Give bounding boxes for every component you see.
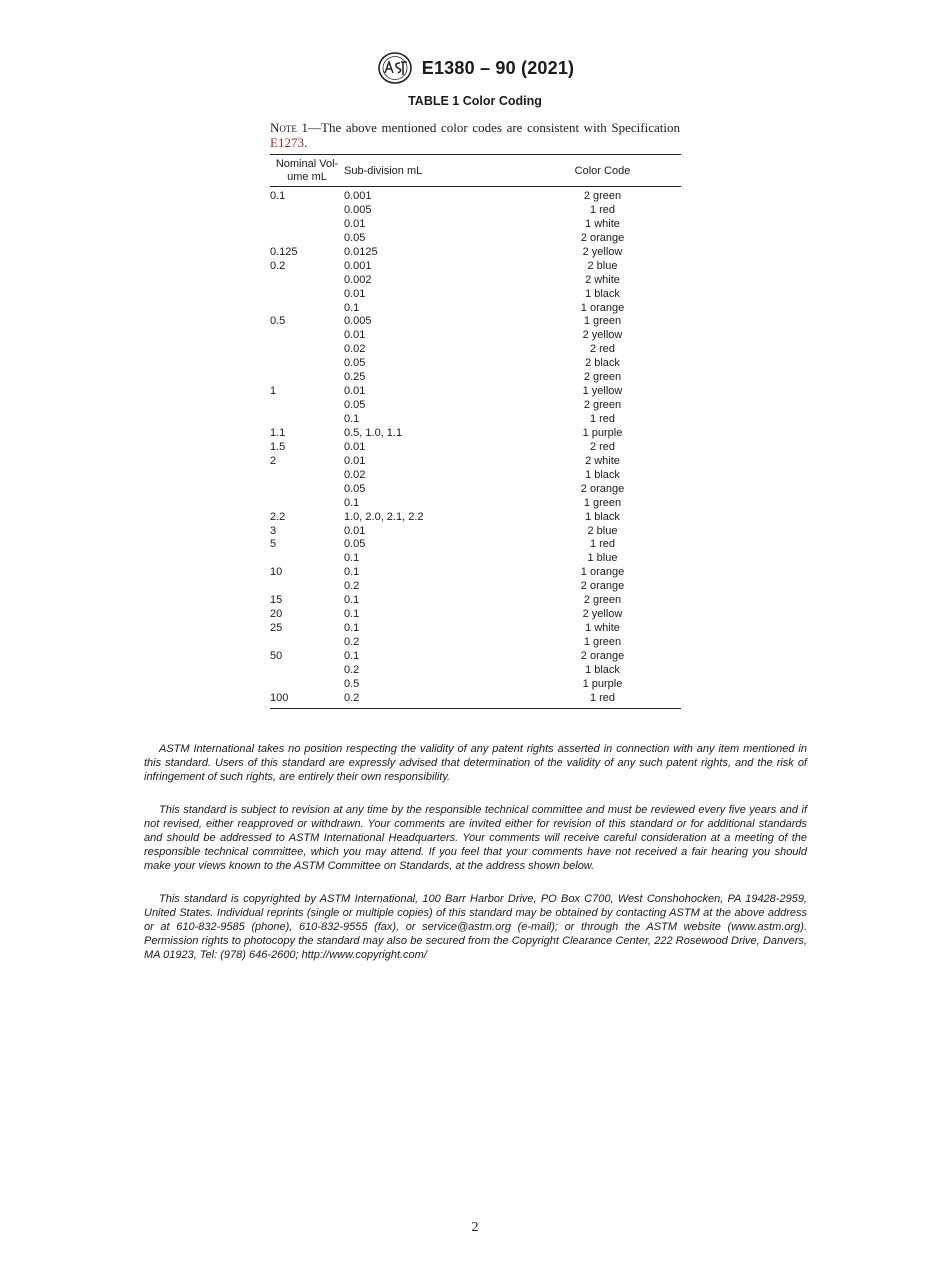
cell-subdivision: 0.0125: [344, 245, 378, 258]
revision-notice: This standard is subject to revision at any time by the responsible technical committee and must be reviewed every five years and if not revised, either reapproved or withdrawn. Your comments are invited either for revision of this standard or for additional standards and should be addressed to ASTM International Headquarters. Your comments will receive careful consideration at a meeting of the responsible technical committee, which you may attend. If you feel that your comments have not received a fair hearing you should make your views known to the ASTM Committee on Standards, at the address shown below.: [144, 804, 807, 872]
astm-logo-icon: [376, 51, 414, 85]
table-row: [270, 246, 681, 260]
table-row: [270, 232, 681, 246]
cell-subdivision: 0.2: [344, 636, 360, 648]
cell-subdivision: 0.01: [344, 440, 366, 453]
spec-link[interactable]: E1273: [270, 135, 304, 150]
note-text: —The above mentioned color codes are consistent with Specification: [308, 120, 680, 135]
table-row: [270, 525, 681, 539]
cell-nominal-volume: 0.1: [270, 190, 286, 202]
table-header-row: [270, 155, 681, 186]
cell-nominal-volume: [270, 664, 344, 678]
table-row: [270, 190, 681, 204]
cell-nominal-volume: [270, 413, 344, 427]
cell-subdivision: 0.01: [344, 385, 366, 398]
cell-color-code: 2 orange: [580, 231, 625, 244]
cell-subdivision: 0.05: [344, 357, 366, 370]
cell-nominal-volume: [270, 343, 344, 357]
page-header: [0, 50, 950, 86]
cell-color-code: 1 red: [589, 538, 616, 551]
header-color-code: Color Code: [574, 164, 631, 177]
table-body: [270, 187, 681, 708]
cell-color-code: 1 green: [583, 496, 622, 509]
cell-color-code: 1 red: [589, 413, 616, 425]
table-row: [270, 371, 681, 385]
cell-subdivision: 0.001: [344, 259, 372, 272]
cell-color-code: 2 green: [583, 399, 622, 412]
note-prefix: Note 1: [270, 120, 309, 135]
cell-nominal-volume: [270, 483, 344, 497]
cell-nominal-volume: 25: [270, 622, 283, 635]
table-row: [270, 566, 681, 580]
cell-nominal-volume: 2: [270, 454, 277, 467]
cell-subdivision: 0.5: [344, 677, 360, 690]
cell-color-code: 2 orange: [580, 649, 625, 662]
cell-color-code: 2 yellow: [582, 329, 623, 342]
cell-color-code: 2 blue: [587, 524, 618, 537]
cell-subdivision: 0.1: [344, 649, 360, 662]
table-row: [270, 329, 681, 343]
table-bottom-rule: [270, 708, 681, 709]
cell-nominal-volume: [270, 497, 344, 511]
cell-color-code: 2 green: [583, 190, 622, 202]
cell-nominal-volume: [270, 204, 344, 218]
table-title: TABLE 1 Color Coding: [408, 94, 542, 108]
table-row: [270, 343, 681, 357]
cell-nominal-volume: 20: [270, 608, 283, 621]
cell-color-code: 1 white: [585, 622, 620, 635]
copyright-notice: This standard is copyrighted by ASTM International, 100 Barr Harbor Drive, PO Box C700, West Conshohocken, PA 19428-2959, United States. Individual reprints (single or multiple copies) of this standard may be obtained by contacting ASTM at the above address or at 610-832-9585 (phone), 610-832-9555 (fax), or service@astm.org (e-mail); or through the ASTM website (www.astm.org). Permission rights to photocopy the standard may also be secured from the Copyright Clearance Center, 222 Rosewood Drive, Danvers, MA 01923, Tel: (978) 646-2600; http://www.copyright.com/: [144, 893, 807, 961]
table-row: [270, 692, 681, 706]
cell-subdivision: 0.01: [344, 217, 366, 230]
table-row: [270, 580, 681, 594]
cell-subdivision: 0.05: [344, 482, 366, 495]
table-row: [270, 288, 681, 302]
note-end: .: [303, 135, 308, 150]
cell-color-code: 2 blue: [587, 259, 618, 272]
cell-color-code: 1 black: [585, 510, 620, 523]
table-row: [270, 608, 681, 622]
cell-color-code: 2 black: [585, 357, 620, 370]
cell-nominal-volume: 0.2: [270, 259, 286, 272]
color-coding-table: [270, 154, 681, 709]
cell-subdivision: 0.1: [344, 496, 360, 509]
cell-subdivision: 0.1: [344, 552, 360, 565]
cell-subdivision: 0.01: [344, 454, 366, 467]
cell-nominal-volume: [270, 399, 344, 413]
cell-subdivision: 0.02: [344, 343, 366, 356]
cell-nominal-volume: [270, 469, 344, 483]
cell-nominal-volume: 1.1: [270, 426, 286, 439]
cell-nominal-volume: [270, 357, 344, 371]
cell-color-code: 1 red: [589, 203, 616, 216]
cell-nominal-volume: 3: [270, 524, 277, 537]
table-row: [270, 413, 681, 427]
cell-nominal-volume: [270, 302, 344, 316]
cell-nominal-volume: [270, 552, 344, 566]
cell-nominal-volume: 15: [270, 594, 283, 607]
table-row: [270, 552, 681, 566]
cell-subdivision: 0.002: [344, 273, 372, 286]
cell-color-code: 1 green: [583, 636, 622, 648]
cell-subdivision: 0.05: [344, 538, 366, 551]
cell-color-code: 1 blue: [587, 552, 618, 565]
cell-nominal-volume: 1: [270, 385, 277, 398]
header-subdivision: Sub-division mL: [344, 164, 423, 177]
table-row: [270, 678, 681, 692]
table-row: [270, 622, 681, 636]
cell-subdivision: 0.1: [344, 608, 360, 621]
table-row: [270, 204, 681, 218]
table-row: [270, 483, 681, 497]
cell-color-code: 2 red: [589, 343, 616, 356]
cell-nominal-volume: 0.125: [270, 245, 298, 258]
cell-subdivision: 0.001: [344, 190, 372, 202]
cell-subdivision: 0.2: [344, 663, 360, 676]
table-row: [270, 441, 681, 455]
cell-subdivision: 0.01: [344, 524, 366, 537]
cell-nominal-volume: [270, 274, 344, 288]
cell-color-code: 1 orange: [580, 566, 625, 579]
standard-designation: E1380 – 90 (2021): [421, 57, 575, 78]
table-row: [270, 385, 681, 399]
patent-notice: ASTM International takes no position respecting the validity of any patent rights asserted in connection with any item mentioned in this standard. Users of this standard are expressly advised that determination of the validity of any such patent rights, and the risk of infringement of such rights, are entirely their own responsibility.: [144, 743, 807, 783]
cell-color-code: 2 white: [585, 454, 620, 467]
cell-subdivision: 1.0, 2.0, 2.1, 2.2: [344, 510, 424, 523]
cell-color-code: 2 yellow: [582, 608, 623, 621]
cell-subdivision: 0.1: [344, 594, 360, 607]
table-row: [270, 274, 681, 288]
cell-nominal-volume: [270, 371, 344, 385]
cell-color-code: 2 yellow: [582, 245, 623, 258]
header-nominal-volume: Nominal Vol- ume mL: [275, 157, 339, 183]
cell-nominal-volume: [270, 636, 344, 650]
cell-color-code: 2 green: [583, 594, 622, 607]
page-number: 2: [471, 1220, 479, 1235]
cell-subdivision: 0.05: [344, 231, 366, 244]
cell-color-code: 1 black: [585, 287, 620, 300]
cell-subdivision: 0.02: [344, 468, 366, 481]
cell-color-code: 1 black: [585, 663, 620, 676]
table-note: [270, 120, 680, 150]
table-row: [270, 357, 681, 371]
cell-nominal-volume: [270, 218, 344, 232]
table-row: [270, 427, 681, 441]
cell-color-code: 1 green: [583, 315, 622, 328]
cell-color-code: 2 orange: [580, 482, 625, 495]
cell-color-code: 1 yellow: [582, 385, 623, 398]
table-row: [270, 497, 681, 511]
table-row: [270, 594, 681, 608]
table-row: [270, 455, 681, 469]
cell-subdivision: 0.005: [344, 203, 372, 216]
table-row: [270, 636, 681, 650]
cell-subdivision: 0.05: [344, 399, 366, 412]
cell-subdivision: 0.01: [344, 287, 366, 300]
table-row: [270, 650, 681, 664]
cell-subdivision: 0.1: [344, 301, 360, 314]
table-row: [270, 664, 681, 678]
cell-subdivision: 0.1: [344, 413, 360, 425]
cell-color-code: 2 orange: [580, 580, 625, 593]
cell-subdivision: 0.25: [344, 371, 366, 384]
cell-nominal-volume: [270, 678, 344, 692]
table-row: [270, 538, 681, 552]
cell-subdivision: 0.1: [344, 622, 360, 635]
cell-subdivision: 0.2: [344, 691, 360, 704]
cell-color-code: 2 green: [583, 371, 622, 384]
cell-color-code: 1 purple: [582, 426, 623, 439]
table-row: [270, 315, 681, 329]
cell-nominal-volume: [270, 329, 344, 343]
cell-color-code: 1 black: [585, 468, 620, 481]
cell-nominal-volume: 5: [270, 538, 277, 551]
cell-subdivision: 0.5, 1.0, 1.1: [344, 426, 403, 439]
table-row: [270, 469, 681, 483]
table-row: [270, 511, 681, 525]
table-row: [270, 399, 681, 413]
cell-color-code: 1 orange: [580, 301, 625, 314]
cell-nominal-volume: [270, 288, 344, 302]
cell-color-code: 1 red: [589, 691, 616, 704]
cell-nominal-volume: 1.5: [270, 440, 286, 453]
cell-subdivision: 0.01: [344, 329, 366, 342]
table-row: [270, 302, 681, 316]
cell-color-code: 2 white: [585, 273, 620, 286]
table-row: [270, 260, 681, 274]
cell-subdivision: 0.1: [344, 566, 360, 579]
cell-nominal-volume: [270, 232, 344, 246]
cell-nominal-volume: 10: [270, 566, 283, 579]
cell-nominal-volume: 100: [270, 691, 289, 704]
cell-subdivision: 0.005: [344, 315, 372, 328]
cell-color-code: 2 red: [589, 440, 616, 453]
cell-nominal-volume: 50: [270, 649, 283, 662]
cell-subdivision: 0.2: [344, 580, 360, 593]
cell-nominal-volume: [270, 580, 344, 594]
cell-nominal-volume: 2.2: [270, 510, 286, 523]
cell-nominal-volume: 0.5: [270, 315, 286, 328]
cell-color-code: 1 purple: [582, 677, 623, 690]
cell-color-code: 1 white: [585, 217, 620, 230]
table-row: [270, 218, 681, 232]
